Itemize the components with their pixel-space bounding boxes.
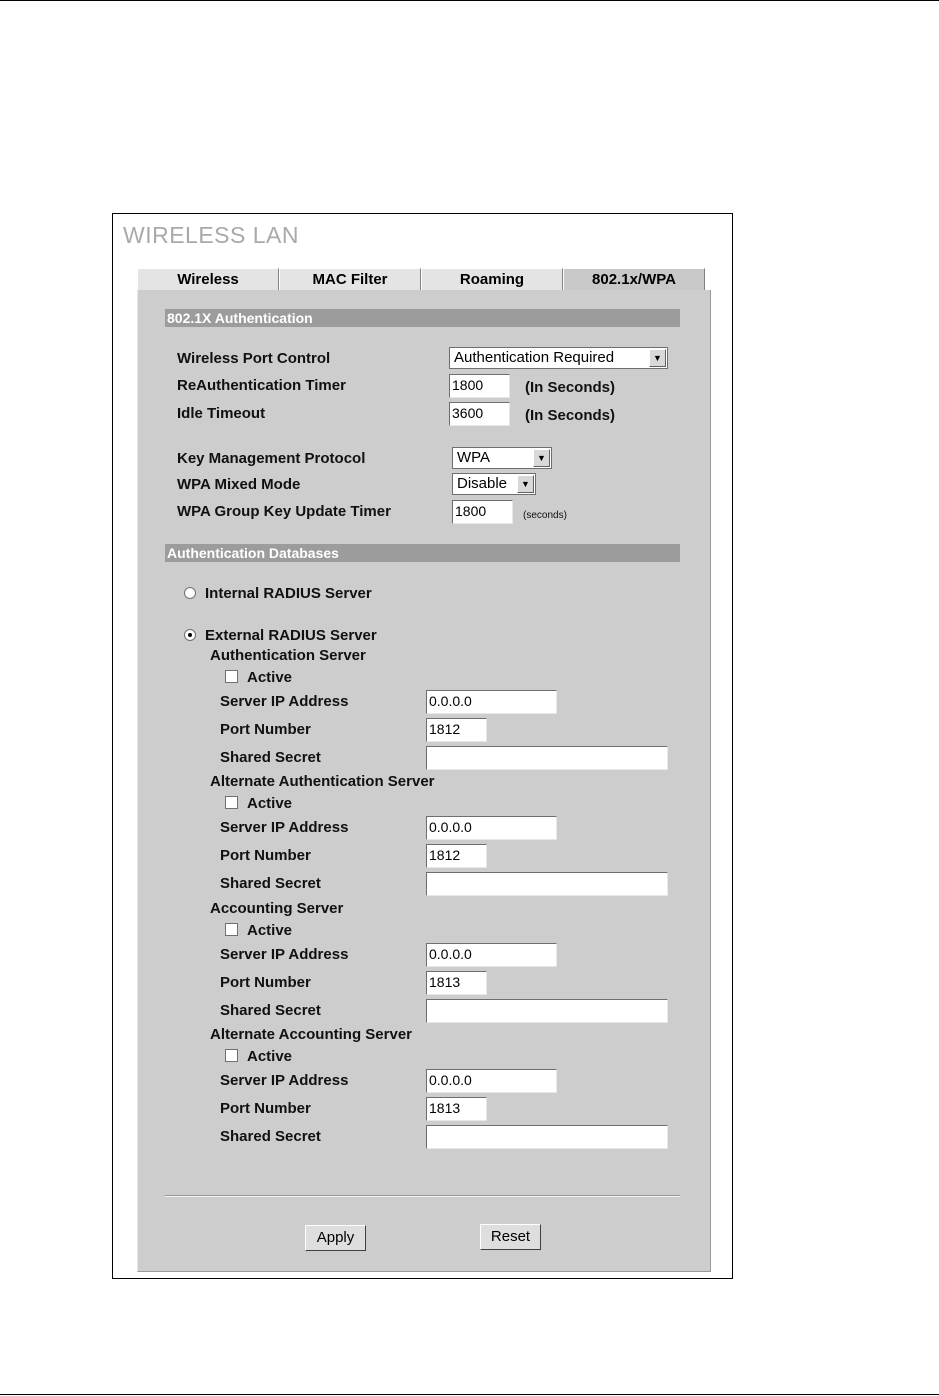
idle-timeout-input[interactable]: 3600 bbox=[449, 402, 510, 426]
active-checkbox[interactable] bbox=[225, 670, 238, 683]
kmp-select[interactable] bbox=[452, 447, 552, 469]
port-number-input[interactable]: 1813 bbox=[426, 971, 487, 995]
server-ip-input[interactable]: 0.0.0.0 bbox=[426, 1069, 557, 1093]
port-control-label: Wireless Port Control bbox=[177, 350, 331, 367]
idle-unit: (In Seconds) bbox=[525, 407, 616, 424]
page-title: WIRELESS LAN bbox=[123, 222, 299, 248]
shared-secret-input[interactable] bbox=[426, 746, 668, 770]
port-number-label: Port Number bbox=[220, 721, 311, 738]
idle-timeout-label: Idle Timeout bbox=[177, 405, 266, 422]
internal-radius-radio[interactable] bbox=[184, 587, 196, 599]
reauth-timer-label: ReAuthentication Timer bbox=[177, 377, 346, 394]
active-label: Active bbox=[247, 669, 293, 686]
external-radius-radio[interactable] bbox=[184, 629, 196, 641]
tab-wireless[interactable]: Wireless bbox=[137, 268, 279, 290]
bottom-rule bbox=[0, 1394, 939, 1395]
server-title: Alternate Authentication Server bbox=[210, 773, 435, 790]
server-title: Alternate Accounting Server bbox=[210, 1026, 412, 1043]
mixed-mode-select[interactable] bbox=[452, 473, 536, 495]
port-number-label: Port Number bbox=[220, 847, 311, 864]
active-checkbox[interactable] bbox=[225, 796, 238, 809]
shared-secret-label: Shared Secret bbox=[220, 1002, 321, 1019]
reset-button[interactable]: Reset bbox=[480, 1224, 541, 1250]
internal-radius-label: Internal RADIUS Server bbox=[205, 585, 372, 602]
port-number-label: Port Number bbox=[220, 974, 311, 991]
port-number-input[interactable]: 1812 bbox=[426, 844, 487, 868]
shared-secret-input[interactable] bbox=[426, 999, 668, 1023]
server-ip-label: Server IP Address bbox=[220, 819, 349, 836]
gkut-unit: (seconds) bbox=[523, 510, 567, 521]
port-number-input[interactable]: 1812 bbox=[426, 718, 487, 742]
server-ip-label: Server IP Address bbox=[220, 693, 349, 710]
tab-8021x-wpa[interactable]: 802.1x/WPA bbox=[563, 268, 705, 290]
tab-bar bbox=[137, 268, 705, 290]
server-ip-label: Server IP Address bbox=[220, 1072, 349, 1089]
server-ip-input[interactable]: 0.0.0.0 bbox=[426, 816, 557, 840]
shared-secret-label: Shared Secret bbox=[220, 1128, 321, 1145]
tab-roaming[interactable]: Roaming bbox=[421, 268, 563, 290]
gkut-input[interactable]: 1800 bbox=[452, 500, 513, 524]
active-checkbox[interactable] bbox=[225, 1049, 238, 1062]
shared-secret-input[interactable] bbox=[426, 872, 668, 896]
reauth-timer-input[interactable]: 1800 bbox=[449, 374, 510, 398]
shared-secret-label: Shared Secret bbox=[220, 875, 321, 892]
shared-secret-label: Shared Secret bbox=[220, 749, 321, 766]
apply-button[interactable]: Apply bbox=[305, 1225, 366, 1251]
server-title: Accounting Server bbox=[210, 900, 344, 917]
section-heading-8021x: 802.1X Authentication bbox=[165, 309, 680, 327]
tab-mac-filter[interactable]: MAC Filter bbox=[279, 268, 421, 290]
external-radius-label: External RADIUS Server bbox=[205, 627, 377, 644]
mixed-mode-label: WPA Mixed Mode bbox=[177, 476, 301, 493]
reauth-unit: (In Seconds) bbox=[525, 379, 616, 396]
active-checkbox[interactable] bbox=[225, 923, 238, 936]
port-number-input[interactable]: 1813 bbox=[426, 1097, 487, 1121]
mixed-mode-value: Disable bbox=[457, 475, 508, 492]
server-ip-input[interactable]: 0.0.0.0 bbox=[426, 690, 557, 714]
active-label: Active bbox=[247, 1048, 293, 1065]
port-number-label: Port Number bbox=[220, 1100, 311, 1117]
port-control-select[interactable] bbox=[449, 347, 668, 369]
server-ip-input[interactable]: 0.0.0.0 bbox=[426, 943, 557, 967]
top-rule bbox=[0, 0, 939, 1]
chevron-down-icon: ▼ bbox=[517, 475, 534, 493]
gkut-label: WPA Group Key Update Timer bbox=[177, 503, 391, 520]
server-title: Authentication Server bbox=[210, 647, 366, 664]
server-ip-label: Server IP Address bbox=[220, 946, 349, 963]
active-label: Active bbox=[247, 795, 293, 812]
section-heading-auth-db: Authentication Databases bbox=[165, 544, 680, 562]
kmp-label: Key Management Protocol bbox=[177, 450, 366, 467]
shared-secret-input[interactable] bbox=[426, 1125, 668, 1149]
chevron-down-icon: ▼ bbox=[649, 349, 666, 367]
kmp-value: WPA bbox=[457, 449, 491, 466]
active-label: Active bbox=[247, 922, 293, 939]
port-control-value: Authentication Required bbox=[454, 349, 615, 366]
chevron-down-icon: ▼ bbox=[533, 449, 550, 467]
divider bbox=[165, 1195, 680, 1197]
